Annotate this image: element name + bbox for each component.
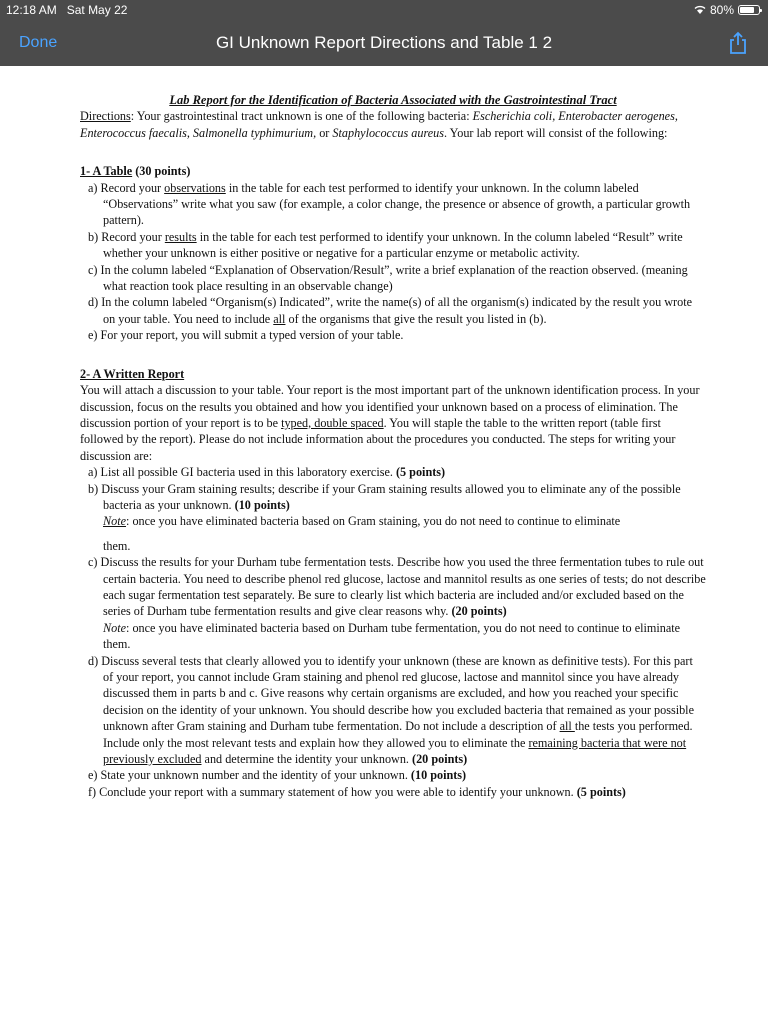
document-page [80,92,706,800]
status-time: 12:18 AM Sat May 22 [6,3,128,17]
list-item: b) Record your results in the table for each test performed to identify your unknown. In the column labeled “Result” write whether your unknown is either positive or negative for a particular enzyme or metabolic activity. [88,229,683,261]
list-item: c) In the column labeled “Explanation of Observation/Result”, write a brief explanation of the reaction observed. (meaning what reaction took place resulting in an observable change) [88,262,688,294]
section-2-heading: 2- A Written Report [80,366,185,381]
document-title: GI Unknown Report Directions and Table 1 2 [215,33,553,52]
section-1-heading: 1- A Table (30 points) [80,164,191,179]
list-item: e) State your unknown number and the identity of your unknown. (10 points) [88,768,467,783]
list-item: a) List all possible GI bacteria used in this laboratory exercise. (5 points) [88,465,446,480]
list-item: f) Conclude your report with a summary statement of how you were able to identify your unknown. (5 points) [88,784,626,799]
done-button[interactable]: Done [19,34,58,51]
list-item: d) Discuss several tests that clearly allowed you to identify your unknown (these are known as definitive tests). For this part of your report, you cannot include Gram staining and phenol red glucose, lactose and mannitol since you have already discussed them in parts b and c. Give reasons why certain organisms are excluded, and how you reached your specific decision on the identity of your unknown. You should describe how you excluded bacteria that remained as your possible unknown after Gram staining and Durham tube fermentation. Do not include a description of all the tests you performed. Include only the most relevant tests and explain how they allowed you to eliminate the remaining bacteria that were not previously excluded and determine the identity your unknown. (20 points) [88,653,694,767]
list-item: b) Discuss your Gram staining results; describe if your Gram staining results allowed you to eliminate any of the possible bacteria as your unknown. (10 points) [88,481,681,512]
section-2-paragraph: You will attach a discussion to your table. Your report is the most important part of the unknown identification process. In your discussion, focus on the results you obtained and how you identified your unknown based on a process of elimination. The discussion portion of your report is to be typed, double spaced. You will staple the table to the written report (table first followed by the report). Please do not include information about the procedures you conducted. The steps for writing your discussion are: [80,383,700,463]
note: Note: once you have eliminated bacteria based on Gram staining, you do not need to continue to eliminate [103,514,621,529]
directions-paragraph: Directions: Your gastrointestinal tract unknown is one of the following bacteria: Escherichia coli, Enterobacter aerogenes, Enterococcus faecalis, Salmonella typhimurium, or Staphylococcus aureus. Your lab report will consist of the following: [80,109,678,140]
note: Note: once you have eliminated bacteria based on Durham tube fermentation, you do not need to continue to eliminate them. [103,620,681,652]
list-item: d) In the column labeled “Organism(s) Indicated”, write the name(s) of all the organism(s) indicated by the result you wrote on your table. You need to include all of the organisms that give the result you listed in (b). [88,295,692,326]
nav-bar [0,20,768,66]
list-item: a) Record your observations in the table for each test performed to identify your unknown. In the column labeled “Observations” write what you saw (for example, a color change, the presence or absence of growth, a particular growth pattern). [88,180,691,228]
list-item: e) For your report, you will submit a typed version of your table. [88,328,404,343]
wifi-icon [694,5,706,15]
status-right [694,3,760,17]
battery-percent: 80% [709,3,734,17]
note-end: them. [103,538,131,553]
share-icon[interactable] [728,31,748,60]
battery-icon [738,5,760,15]
report-title: Lab Report for the Identification of Bacteria Associated with the Gastrointestinal Tract [169,93,617,107]
status-bar [0,0,768,20]
list-item: c) Discuss the results for your Durham tube fermentation tests. Describe how you used the three fermentation tubes to rule out certain bacteria. You need to describe phenol red glucose, lactose and mannitol results as one series of tests; do not describe each sugar fermentation test separately. Be sure to clearly list which bacteria are included and/or excluded based on the series of Durham tube fermentation results and give clear reasons why. (20 points) [88,555,706,619]
